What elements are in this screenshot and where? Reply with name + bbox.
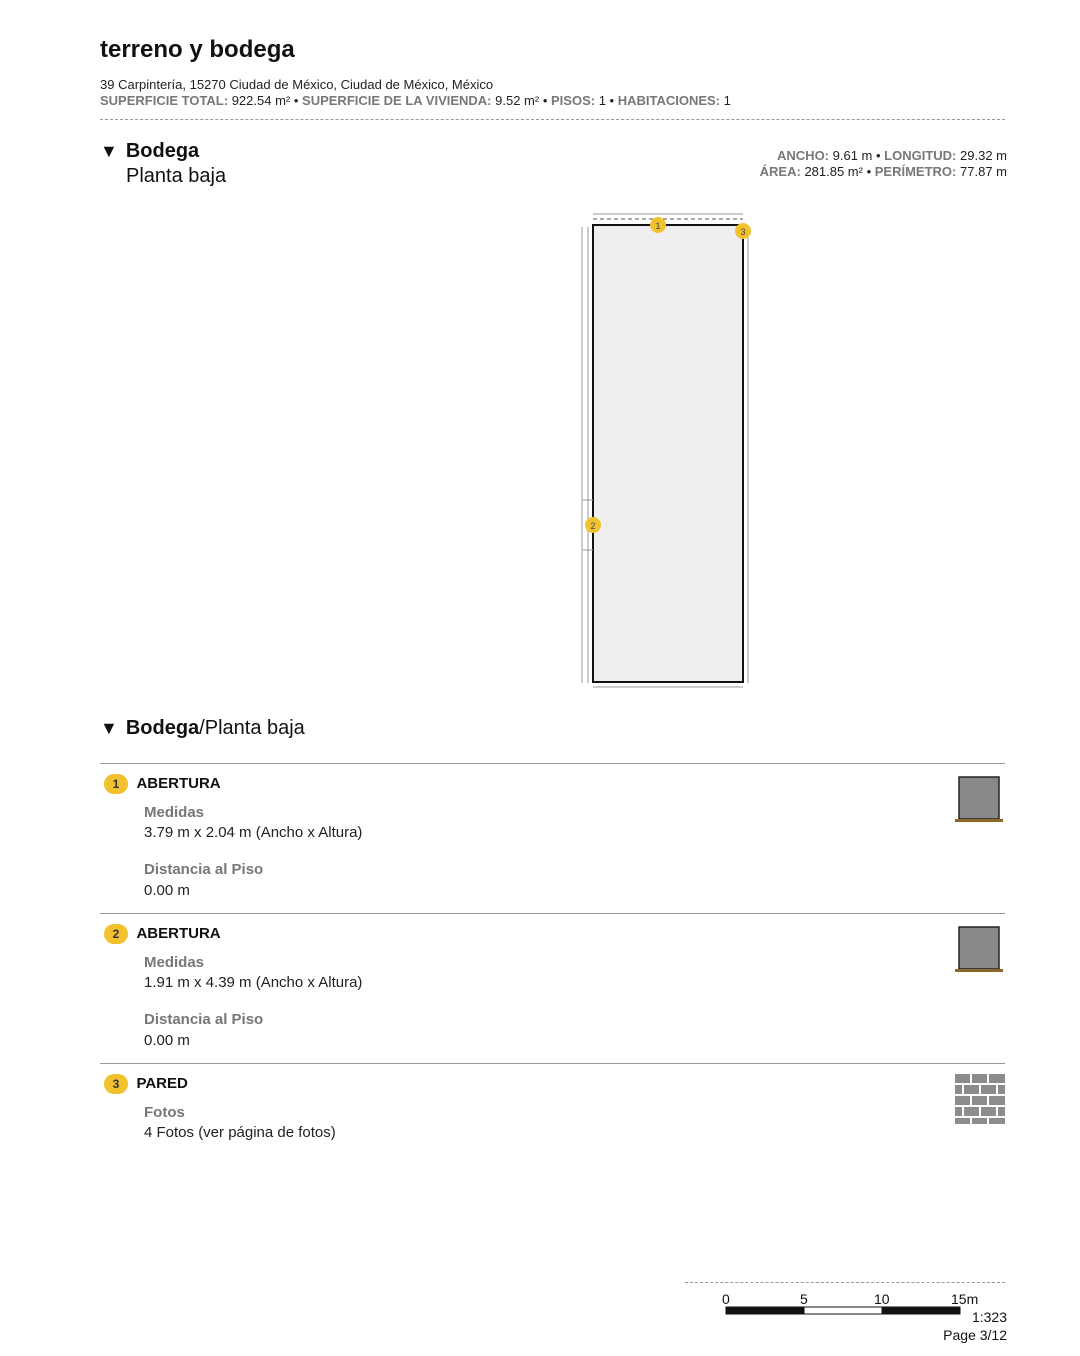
summary-value: 9.52 m² (495, 93, 540, 108)
document-title: terreno y bodega (100, 36, 295, 63)
field-label: Fotos (144, 1104, 185, 1121)
summary-label: PISOS: (551, 93, 596, 108)
room-dimensions: ANCHO: 9.61 m • LONGITUD: 29.32 m ÁREA: 281.85 m² • PERÍMETRO: 77.87 m (759, 148, 1007, 179)
detail-heading[interactable] (100, 717, 305, 740)
field-value: 0.00 m (144, 882, 190, 899)
item-divider (100, 913, 1005, 914)
section-subtitle: Planta baja (126, 165, 227, 187)
detail-subtitle: /Planta baja (199, 717, 305, 739)
field-label: Distancia al Piso (144, 861, 264, 878)
plan-marker-label: 3 (740, 227, 746, 237)
list-item (104, 924, 221, 944)
list-item (104, 1074, 188, 1094)
field-value: 4 Fotos (ver página de fotos) (144, 1124, 336, 1141)
door-icon (955, 925, 1003, 973)
collapse-triangle-icon[interactable]: ▼ (100, 141, 118, 161)
footer-divider (685, 1282, 1005, 1283)
scale-tick-label: 10 (874, 1291, 890, 1307)
detail-title: Bodega (125, 717, 200, 739)
field-label: Distancia al Piso (144, 1011, 264, 1028)
item-number-badge: 2 (104, 924, 128, 944)
item-divider (100, 1063, 1005, 1064)
plan-marker-label: 1 (655, 221, 661, 231)
plan-marker-label: 2 (590, 521, 596, 531)
item-number-badge: 3 (104, 1074, 128, 1094)
room-outline (593, 225, 746, 682)
collapse-triangle-icon[interactable]: ▼ (100, 718, 118, 738)
field-label: Medidas (144, 954, 205, 971)
scale-bar (725, 1306, 961, 1316)
header-divider (100, 119, 1005, 120)
summary-value: 922.54 m² (231, 93, 291, 108)
field-label: Medidas (144, 804, 205, 821)
scale-tick-label: 5 (800, 1291, 808, 1307)
page-number: Page 3/12 (943, 1327, 1007, 1343)
property-address: 39 Carpintería, 15270 Ciudad de México, Ciudad de México, México (100, 77, 494, 92)
item-type: ABERTURA (136, 925, 221, 942)
item-divider (100, 763, 1005, 764)
summary-label: HABITACIONES: (617, 93, 721, 108)
item-type: PARED (136, 1075, 188, 1092)
item-number-badge: 1 (104, 774, 128, 794)
scale-tick-label: 15m (951, 1291, 979, 1307)
field-value: 1.91 m x 4.39 m (Ancho x Altura) (144, 974, 363, 991)
door-icon (955, 775, 1003, 823)
section-title: Bodega (125, 140, 200, 162)
scale-ratio: 1:323 (971, 1309, 1007, 1325)
summary-value: 1 (723, 93, 731, 108)
list-item (104, 774, 221, 794)
floor-plan (560, 205, 770, 700)
summary-value: 1 (598, 93, 606, 108)
summary-label: SUPERFICIE DE LA VIVIENDA: (302, 93, 492, 108)
summary-label: SUPERFICIE TOTAL: (100, 93, 229, 108)
scale-tick-label: 0 (722, 1291, 730, 1307)
property-summary: SUPERFICIE TOTAL: 922.54 m² • SUPERFICIE DE LA VIVIENDA: 9.52 m² • PISOS: 1 • HABITACIONES: 1 (100, 93, 731, 108)
field-value: 0.00 m (144, 1032, 190, 1049)
item-type: ABERTURA (136, 775, 221, 792)
brick-wall-icon (955, 1074, 1005, 1124)
section-heading[interactable] (100, 140, 199, 163)
field-value: 3.79 m x 2.04 m (Ancho x Altura) (144, 824, 363, 841)
